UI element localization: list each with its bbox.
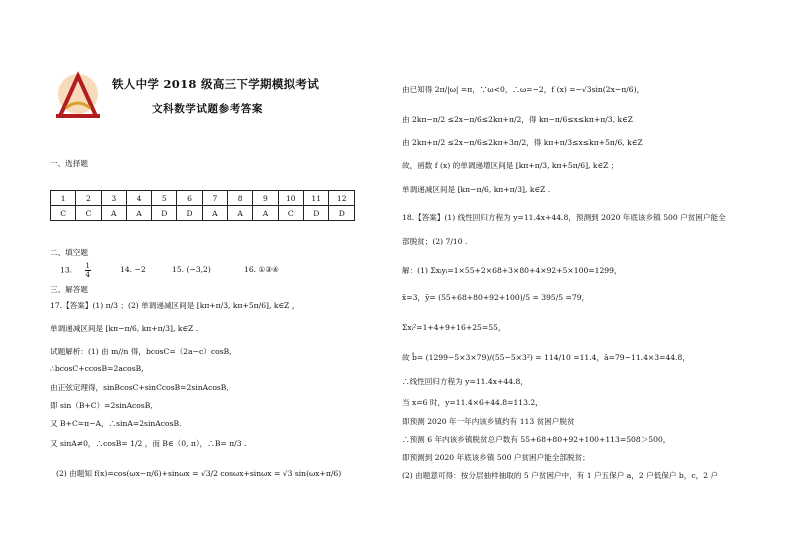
table-cell: 4 xyxy=(126,191,151,206)
table-cell: 10 xyxy=(278,191,303,206)
table-cell: A xyxy=(126,206,151,221)
table-cell: D xyxy=(304,206,329,221)
right-line-4: 故，函数 f (x) 的单调递增区间是 [kπ+π/3, kπ+5π/6], k∈Z ； xyxy=(402,161,619,170)
fill-q13 xyxy=(60,262,91,279)
table-cell: C xyxy=(51,206,76,221)
q13-fraction xyxy=(85,262,91,279)
table-cell: 6 xyxy=(177,191,202,206)
table-cell: 12 xyxy=(329,191,355,206)
left-line-3: 试题解析：(1) 由 m//n 得，bcosC=（2a−c）cosB, xyxy=(50,347,232,356)
table-cell: A xyxy=(228,206,253,221)
answer-table xyxy=(50,190,355,221)
q13-label: 13. xyxy=(60,265,73,275)
right-line-17: (2) 由题意可得：按分层抽样抽取的 5 户贫困户中，有 1 户五保户 a，2 户低保户 b，c，2 户 xyxy=(402,471,719,480)
table-cell: 2 xyxy=(76,191,101,206)
right-line-15: ∴预测 6 年内该乡镇脱贫总户数有 55+68+80+92+100+113=508＞500， xyxy=(402,435,671,444)
right-line-5: 单调递减区间是 [kπ−π/6, kπ+π/3], k∈Z . xyxy=(402,185,551,194)
table-row-answers xyxy=(51,206,355,221)
table-cell: A xyxy=(101,206,126,221)
right-line-1: 由已知得 2π/|ω| =π，∵ω<0，∴ω=−2，f (x) =−√3sin(2x−π/6)， xyxy=(402,85,645,94)
table-cell: 7 xyxy=(202,191,227,206)
document-title: 铁人中学 2018 级高三下学期模拟考试 xyxy=(112,77,320,91)
right-line-12: ∴线性回归方程为 y=11.4x+44.8， xyxy=(402,377,528,386)
school-logo-icon xyxy=(50,68,106,124)
table-cell: C xyxy=(278,206,303,221)
table-cell: 3 xyxy=(101,191,126,206)
table-cell: 9 xyxy=(253,191,278,206)
right-line-14: 即预测 2020 年一年内该乡镇约有 113 贫困户脱贫 xyxy=(402,417,575,426)
q13-numerator: 1 xyxy=(85,262,90,270)
left-line-9: (2) 由题知 f(x)=cos(ωx−π/6)+sinωx = √3/2 cosωx+sinωx = √3 sin(ωx+π/6) xyxy=(56,469,342,478)
q13-denominator: 4 xyxy=(85,271,90,279)
document-subtitle: 文科数学试题参考答案 xyxy=(152,103,263,115)
table-cell: C xyxy=(76,206,101,221)
fill-q16: 16. ①③④ xyxy=(244,265,279,274)
left-line-5: 由正弦定理得，sinBcosC+sinCcosB=2sinAcosB, xyxy=(50,383,229,392)
table-cell: A xyxy=(202,206,227,221)
right-line-7: 部脱贫；(2) 7/10 . xyxy=(402,237,468,246)
left-line-6: 即 sin（B+C）=2sinAcosB, xyxy=(50,401,153,410)
section-solve-heading: 三、解答题 xyxy=(50,285,88,294)
left-line-2: 单调递减区间是 [kπ−π/6, kπ+π/3], k∈Z . xyxy=(50,324,199,333)
section-fill-heading: 二、填空题 xyxy=(50,248,88,257)
table-cell: A xyxy=(253,206,278,221)
right-line-8: 解：(1) Σxᵢyᵢ=1×55+2×68+3×80+4×92+5×100=1299， xyxy=(402,266,622,275)
right-line-2: 由 2kπ−π/2 ≤2x−π/6≤2kπ+π/2，得 kπ−π/6≤x≤kπ+π/3, k∈Z xyxy=(402,115,633,124)
fill-q15: 15. (−3,2) xyxy=(172,265,211,274)
right-line-13: 当 x=6 时，y=11.4×6+44.8=113.2， xyxy=(402,398,543,407)
right-line-6: 18.【答案】(1) 线性回归方程为 y=11.4x+44.8，预测到 2020 年底该乡镇 500 户贫困户能全 xyxy=(402,213,726,222)
right-line-9: x̄=3，ȳ= (55+68+80+92+100)/5 = 395/5 =79， xyxy=(402,293,590,302)
table-cell: 1 xyxy=(51,191,76,206)
table-cell: 11 xyxy=(304,191,329,206)
fill-q14: 14. −2 xyxy=(120,265,146,274)
left-line-7: 又 B+C=π−A，∴sinA=2sinAcosB. xyxy=(50,419,182,428)
section-choice-heading: 一、选择题 xyxy=(50,159,88,168)
table-cell: D xyxy=(329,206,355,221)
left-line-4: ∴bcosC+ccosB=2acosB, xyxy=(50,364,144,373)
table-cell: 5 xyxy=(152,191,177,206)
table-cell: D xyxy=(177,206,202,221)
right-line-10: Σxᵢ²=1+4+9+16+25=55， xyxy=(402,323,506,332)
right-line-3: 由 2kπ+π/2 ≤2x−π/6≤2kπ+3π/2，得 kπ+π/3≤x≤kπ+5π/6, k∈Z xyxy=(402,138,643,147)
right-line-16: 即预测到 2020 年底该乡镇 500 户贫困户能全部脱贫； xyxy=(402,453,590,462)
table-cell: D xyxy=(152,206,177,221)
left-line-8: 又 sinA≠0，∴cosB= 1/2 ，而 B∈（0, π），∴B= π/3 . xyxy=(50,439,247,448)
table-cell: 8 xyxy=(228,191,253,206)
left-line-1: 17.【答案】(1) π/3 ；(2) 单调递减区间是 [kπ+π/3, kπ+5π/6], k∈Z ， xyxy=(50,301,300,310)
table-row-numbers xyxy=(51,191,355,206)
right-line-11: 故 b̂= (1299−5×3×79)/(55−5×3²) = 114/10 =11.4，â=79−11.4×3=44.8， xyxy=(402,353,690,362)
